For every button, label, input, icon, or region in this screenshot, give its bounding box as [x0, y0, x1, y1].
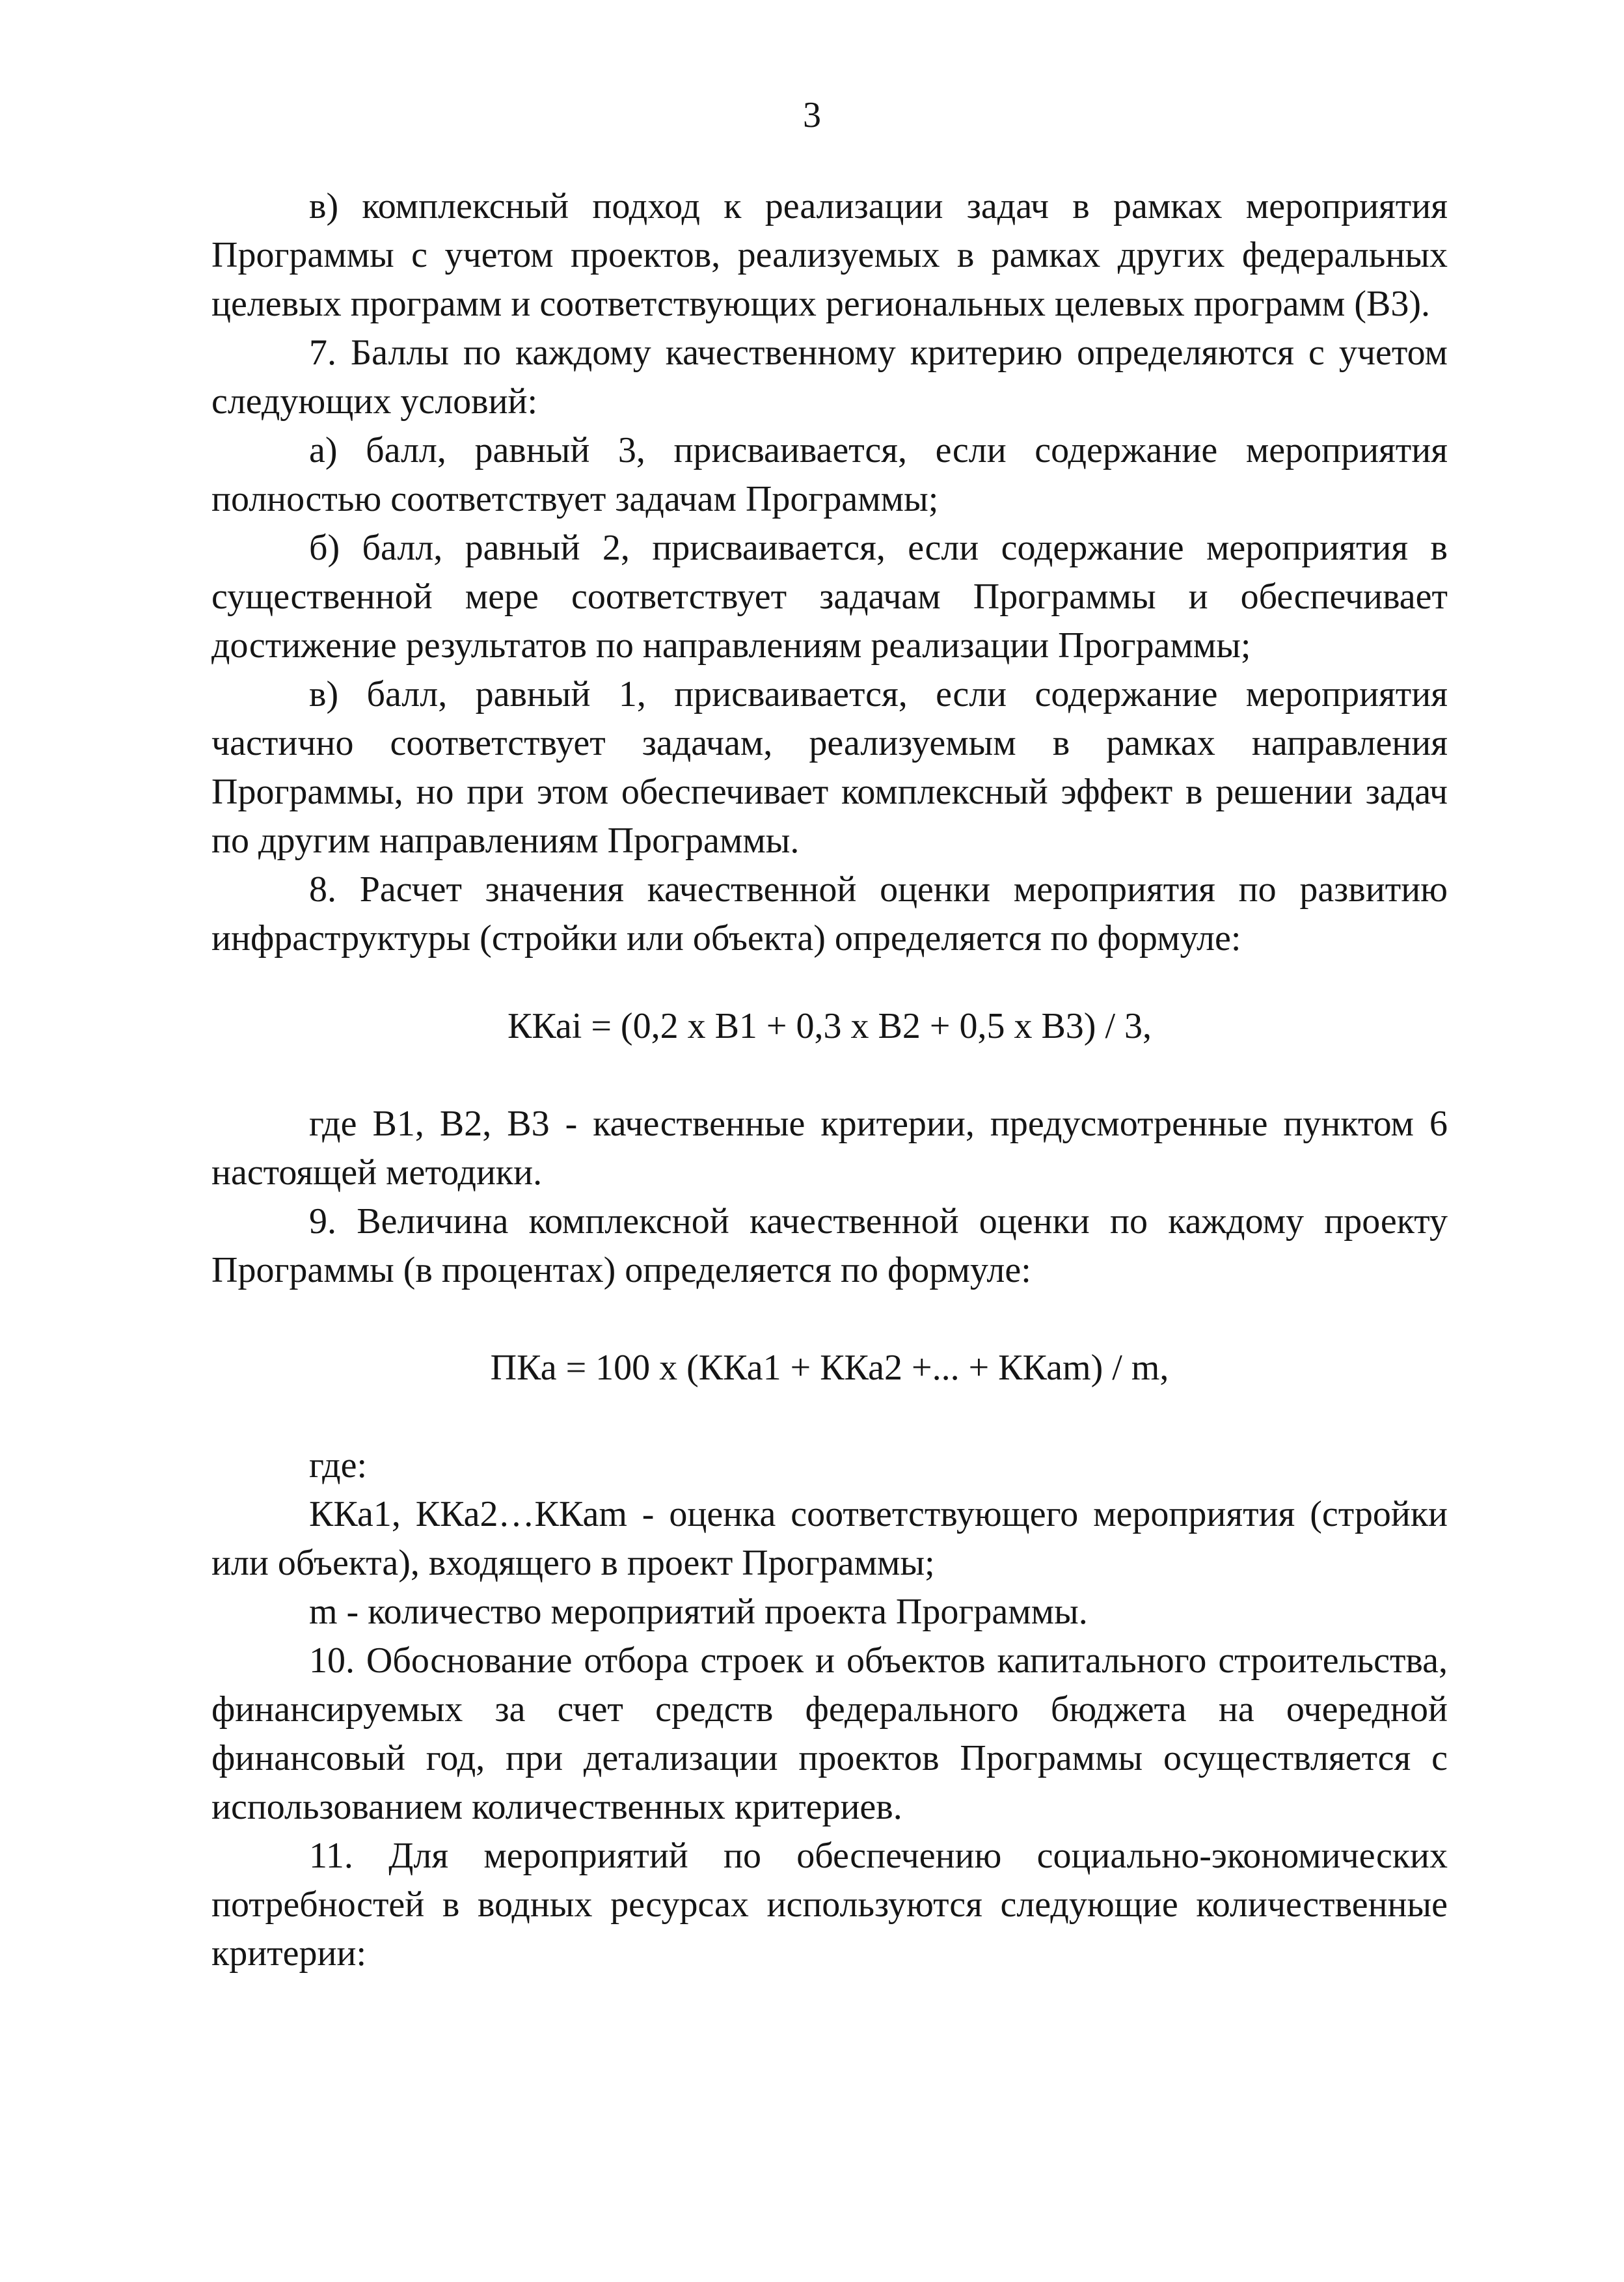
paragraph-item-10: 10. Обоснование отбора строек и объектов капитального строительства, финансируемых за счет средств федерального бюджета на очередной финансовый год, при детализации проектов Программы осуществляется с использованием количественных критериев.: [211, 1640, 1448, 1827]
paragraph-kka-legend: ККа1, ККа2…ККаm - оценка соответствующего мероприятия (стройки или объекта), входящего в проект Программы;: [211, 1494, 1448, 1583]
paragraph-formula-1-legend: где В1, В2, В3 - качественные критерии, предусмотренные пунктом 6 настоящей методики.: [211, 1104, 1448, 1193]
paragraph-score-1: в) балл, равный 1, присваивается, если содержание мероприятия частично соответствует задачам, реализуемым в рамках направления Программы, но при этом обеспечивает комплексный эффект в решении задач по другим направлениям Программы.: [211, 674, 1448, 861]
formula-kkai: ККаi = (0,2 х В1 + 0,3 х В2 + 0,5 х В3) / 3,: [507, 1006, 1152, 1046]
paragraph-item-11: 11. Для мероприятий по обеспечению социально-экономических потребностей в водных ресурсах используются следующие количественные критерии:: [211, 1836, 1448, 1974]
paragraph-where: где:: [309, 1445, 368, 1486]
formula-pka: ПКа = 100 х (ККа1 + ККа2 +... + ККаm) / m,: [490, 1348, 1169, 1388]
page-number: 3: [803, 95, 821, 135]
paragraph-item-7: 7. Баллы по каждому качественному критерию определяются с учетом следующих условий:: [211, 333, 1448, 422]
paragraph-item-9: 9. Величина комплексной качественной оценки по каждому проекту Программы (в процентах) определяется по формуле:: [211, 1201, 1448, 1290]
paragraph-criterion-v3: в) комплексный подход к реализации задач в рамках мероприятия Программы с учетом проектов, реализуемых в рамках других федеральных целевых программ и соответствующих региональных целевых программ (В3).: [211, 186, 1448, 324]
paragraph-score-3: а) балл, равный 3, присваивается, если содержание мероприятия полностью соответствует задачам Программы;: [211, 430, 1448, 519]
document-body: [211, 182, 1448, 1978]
paragraph-m-legend: m - количество мероприятий проекта Программы.: [309, 1592, 1088, 1632]
paragraph-item-8: 8. Расчет значения качественной оценки мероприятия по развитию инфраструктуры (стройки или объекта) определяется по формуле:: [211, 869, 1448, 958]
paragraph-score-2: б) балл, равный 2, присваивается, если содержание мероприятия в существенной мере соответствует задачам Программы и обеспечивает достижение результатов по направлениям реализации Программы;: [211, 528, 1448, 666]
